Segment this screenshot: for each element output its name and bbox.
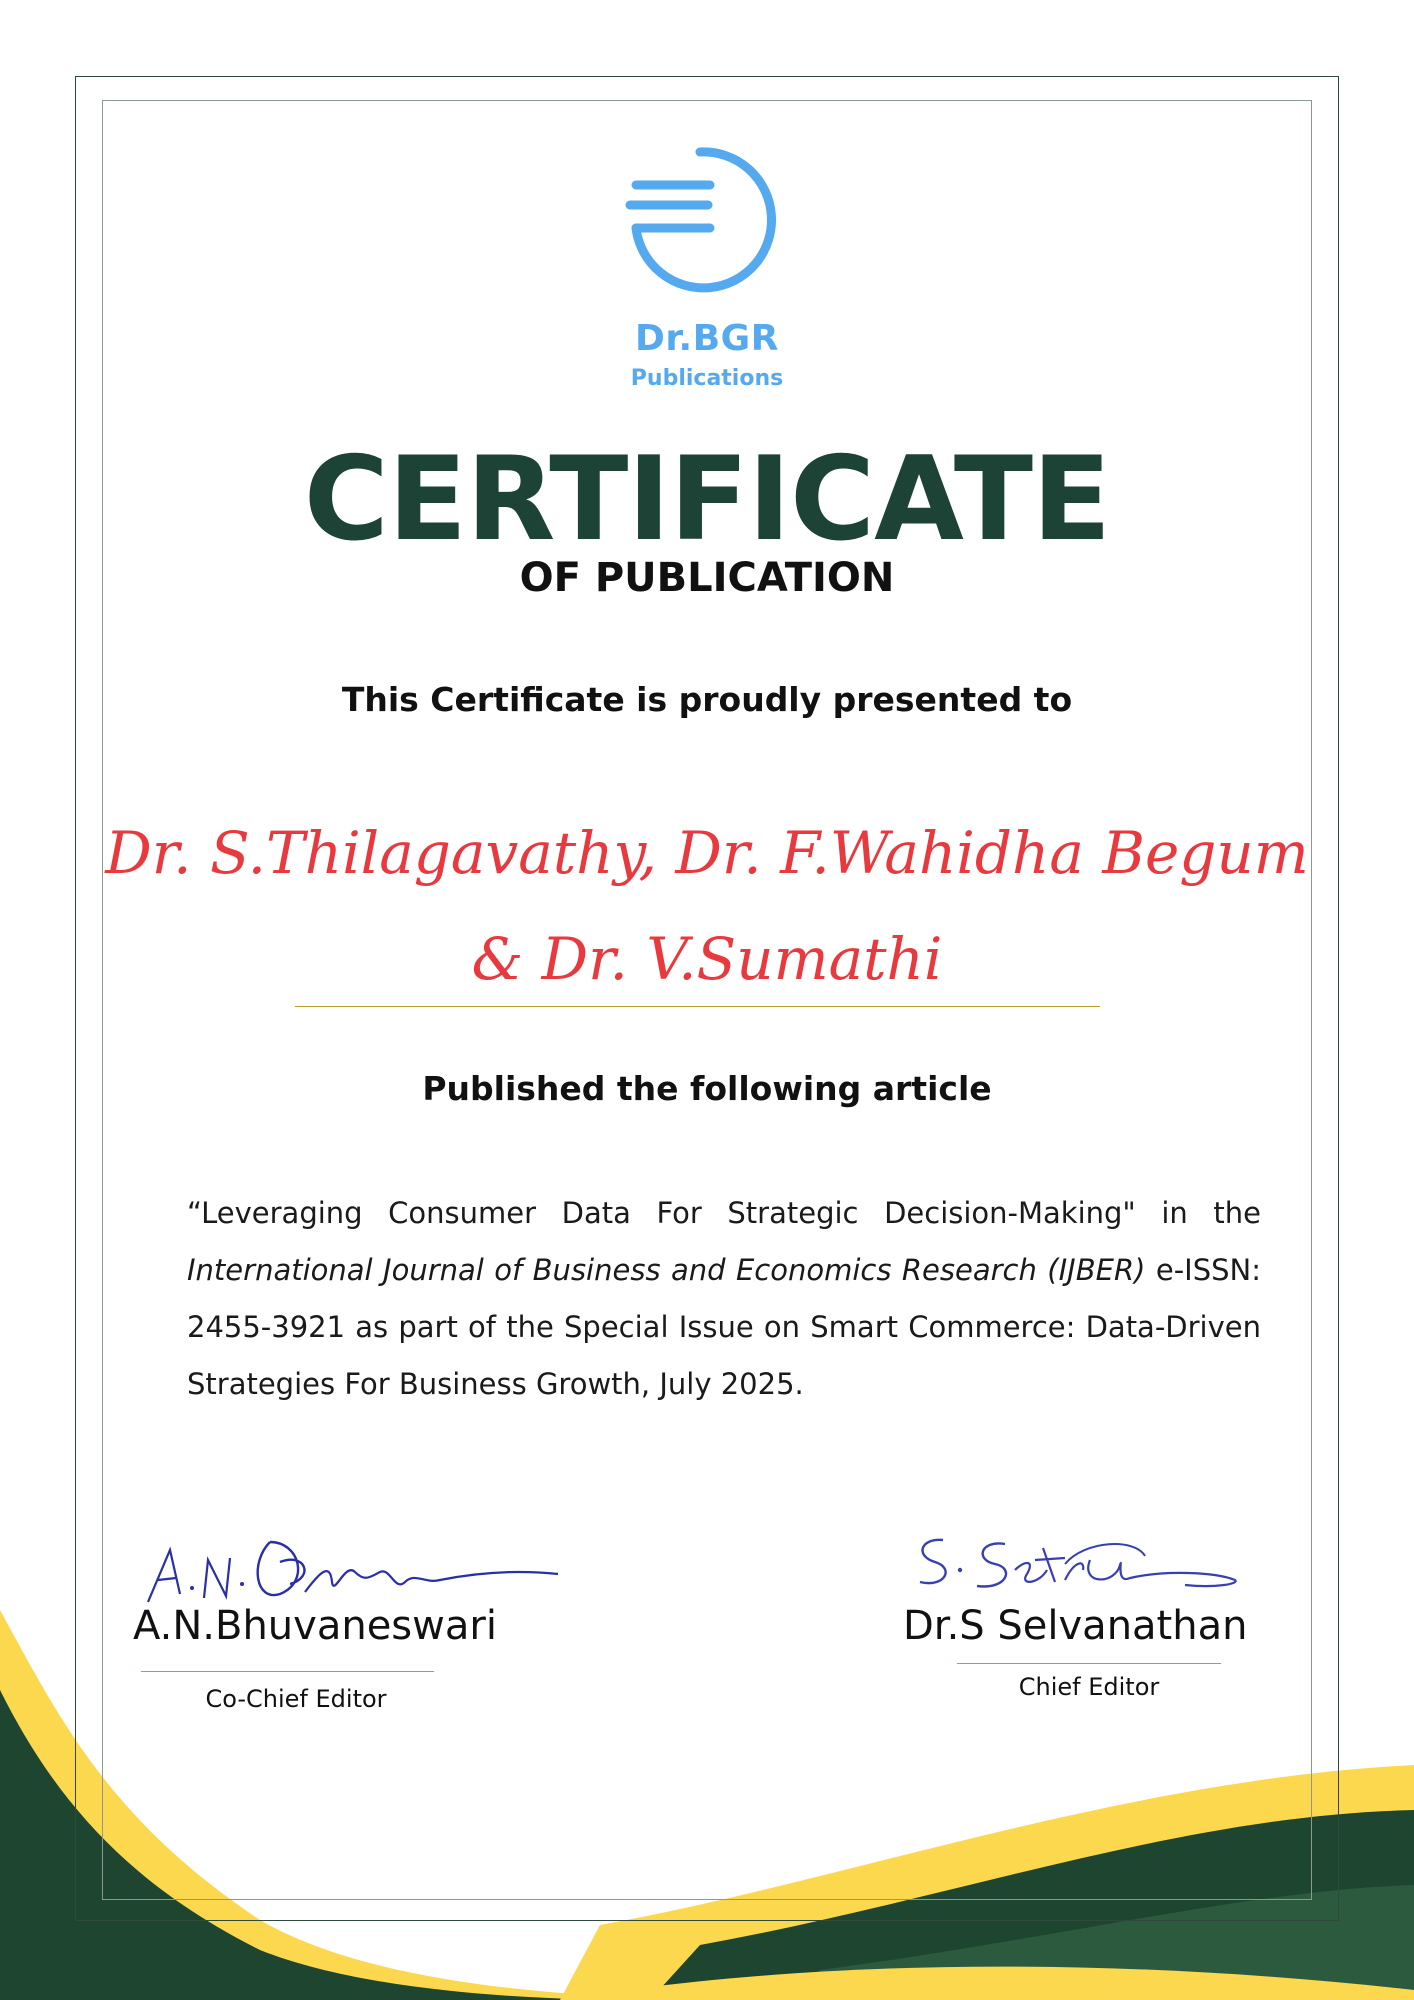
recipients [100, 800, 1314, 1012]
article-details: e-ISSN: 2455-3921 as part of the Special Issue on Smart Commerce: Data-Driven Strategies For Business Growth, July 2025. [187, 1253, 1261, 1401]
signatory-right-role: Chief Editor [1018, 1673, 1160, 1701]
published-line: Published the following article [422, 1069, 992, 1108]
recipients-line-2: & Dr. V.Sumathi [471, 925, 943, 993]
certificate-title: CERTIFICATE [303, 432, 1111, 567]
signatory-left-role: Co-Chief Editor [205, 1685, 387, 1713]
certificate-subtitle: OF PUBLICATION [519, 555, 895, 601]
brand-name: Dr.BGR [635, 318, 779, 359]
signatory-left-rule [141, 1671, 434, 1672]
article-title: “Leveraging Consumer Data For Strategic Decision-Making" in the [187, 1196, 1261, 1230]
dr-bgr-logo-icon [620, 140, 790, 300]
signatory-left-name: A.N.Bhuvaneswari [133, 1603, 497, 1649]
signature-right-icon [915, 1530, 1245, 1600]
recipients-line-1: Dr. S.Thilagavathy, Dr. F.Wahidha Begum [105, 819, 1309, 887]
signature-left-icon [140, 1522, 560, 1612]
article-description [187, 1185, 1261, 1413]
brand-tagline: Publications [630, 366, 784, 391]
recipients-underline [295, 1006, 1100, 1007]
signatory-right-rule [957, 1663, 1221, 1664]
journal-name: International Journal of Business and Economics Research (IJBER) [187, 1253, 1146, 1287]
presented-to-line: This Certificate is proudly presented to [341, 680, 1073, 719]
signatory-right-name: Dr.S Selvanathan [903, 1603, 1248, 1649]
